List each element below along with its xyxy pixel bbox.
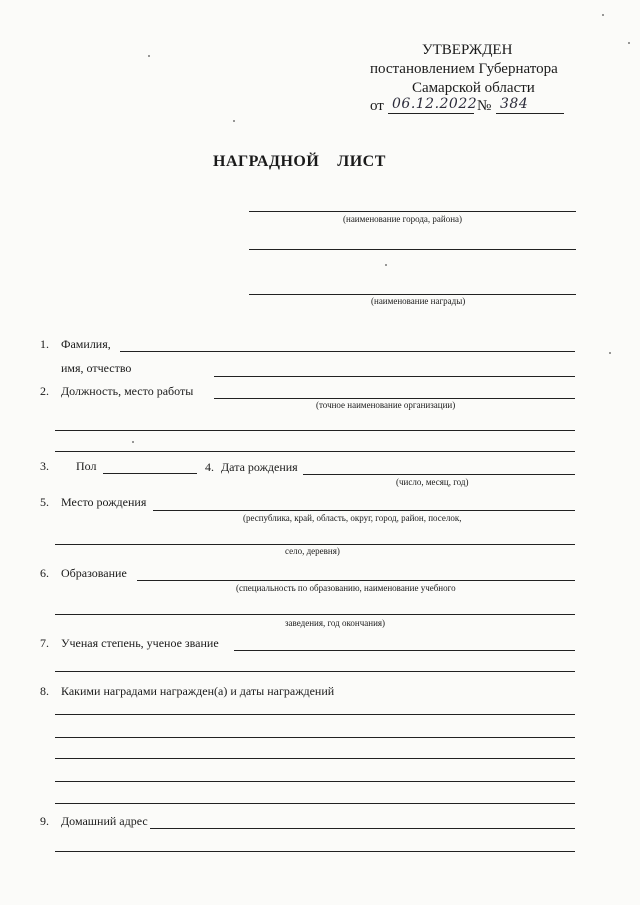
approval-number-line bbox=[496, 113, 564, 114]
approval-from-label: от bbox=[370, 98, 384, 114]
field-number-1: 1. bbox=[40, 337, 49, 351]
education-caption-1: (специальность по образованию, наименование учебного bbox=[236, 583, 456, 593]
address-line-2[interactable] bbox=[55, 851, 575, 852]
scan-speck bbox=[628, 42, 630, 44]
birthplace-caption-2: село, деревня) bbox=[285, 546, 340, 556]
surname-label: Фамилия, bbox=[61, 337, 111, 351]
approval-date-handwritten: 06.12.2022 bbox=[392, 96, 478, 112]
field-number-3: 3. bbox=[40, 459, 49, 473]
awards-label: Какими наградами награжден(а) и даты награждений bbox=[61, 684, 335, 698]
award-caption: (наименование награды) bbox=[371, 296, 466, 306]
approval-decree-line: постановлением Губернатора bbox=[370, 61, 558, 77]
field-number-7: 7. bbox=[40, 636, 49, 650]
page-title: НАГРАДНОЙ ЛИСТ bbox=[213, 153, 386, 170]
scan-speck bbox=[602, 14, 604, 16]
scan-speck bbox=[609, 352, 611, 354]
birth-date-caption: (число, месяц, год) bbox=[396, 477, 469, 487]
position-line-3[interactable] bbox=[55, 451, 575, 452]
name-label: имя, отчество bbox=[61, 361, 132, 375]
address-label: Домашний адрес bbox=[61, 814, 148, 828]
position-line-2[interactable] bbox=[55, 430, 575, 431]
awards-line-2[interactable] bbox=[55, 737, 575, 738]
degree-line-2[interactable] bbox=[55, 671, 575, 672]
awards-line-5[interactable] bbox=[55, 803, 575, 804]
awards-line-1[interactable] bbox=[55, 714, 575, 715]
education-caption-2: заведения, год окончания) bbox=[285, 618, 386, 628]
education-line[interactable] bbox=[137, 580, 575, 581]
address-line[interactable] bbox=[150, 828, 575, 829]
organization-caption: (точное наименование организации) bbox=[316, 400, 456, 410]
award-line-2[interactable] bbox=[249, 294, 576, 295]
scan-speck bbox=[148, 55, 150, 57]
field-number-8: 8. bbox=[40, 684, 49, 698]
awards-line-3[interactable] bbox=[55, 758, 575, 759]
education-label: Образование bbox=[61, 566, 127, 580]
sex-label: Пол bbox=[76, 459, 97, 473]
birth-date-line[interactable] bbox=[303, 474, 575, 475]
birthplace-line-2[interactable] bbox=[55, 544, 575, 545]
approval-region-line: Самарской области bbox=[412, 80, 535, 96]
city-line[interactable] bbox=[249, 211, 576, 212]
approval-number-handwritten: 384 bbox=[500, 96, 529, 112]
birthplace-caption-1: (республика, край, область, округ, город, район, поселок, bbox=[243, 513, 462, 523]
scan-speck bbox=[132, 441, 134, 443]
award-line-1[interactable] bbox=[249, 249, 576, 250]
birthplace-label: Место рождения bbox=[61, 495, 147, 509]
scan-speck bbox=[233, 120, 235, 122]
birth-date-label: Дата рождения bbox=[221, 460, 298, 474]
field-number-5: 5. bbox=[40, 495, 49, 509]
field-number-4: 4. bbox=[205, 460, 214, 474]
city-caption: (наименование города, района) bbox=[343, 214, 463, 224]
position-line[interactable] bbox=[214, 398, 575, 399]
name-line[interactable] bbox=[214, 376, 575, 377]
field-number-2: 2. bbox=[40, 384, 49, 398]
field-number-6: 6. bbox=[40, 566, 49, 580]
approval-heading: УТВЕРЖДЕН bbox=[422, 42, 513, 58]
approval-date-line bbox=[388, 113, 474, 114]
awards-line-4[interactable] bbox=[55, 781, 575, 782]
birthplace-line[interactable] bbox=[153, 510, 575, 511]
field-number-9: 9. bbox=[40, 814, 49, 828]
education-line-2[interactable] bbox=[55, 614, 575, 615]
surname-line[interactable] bbox=[120, 351, 575, 352]
sex-line[interactable] bbox=[103, 473, 197, 474]
degree-label: Ученая степень, ученое звание bbox=[61, 636, 219, 650]
approval-number-label: № bbox=[477, 98, 492, 114]
scan-speck bbox=[385, 264, 387, 266]
degree-line[interactable] bbox=[234, 650, 575, 651]
position-label: Должность, место работы bbox=[61, 384, 194, 398]
